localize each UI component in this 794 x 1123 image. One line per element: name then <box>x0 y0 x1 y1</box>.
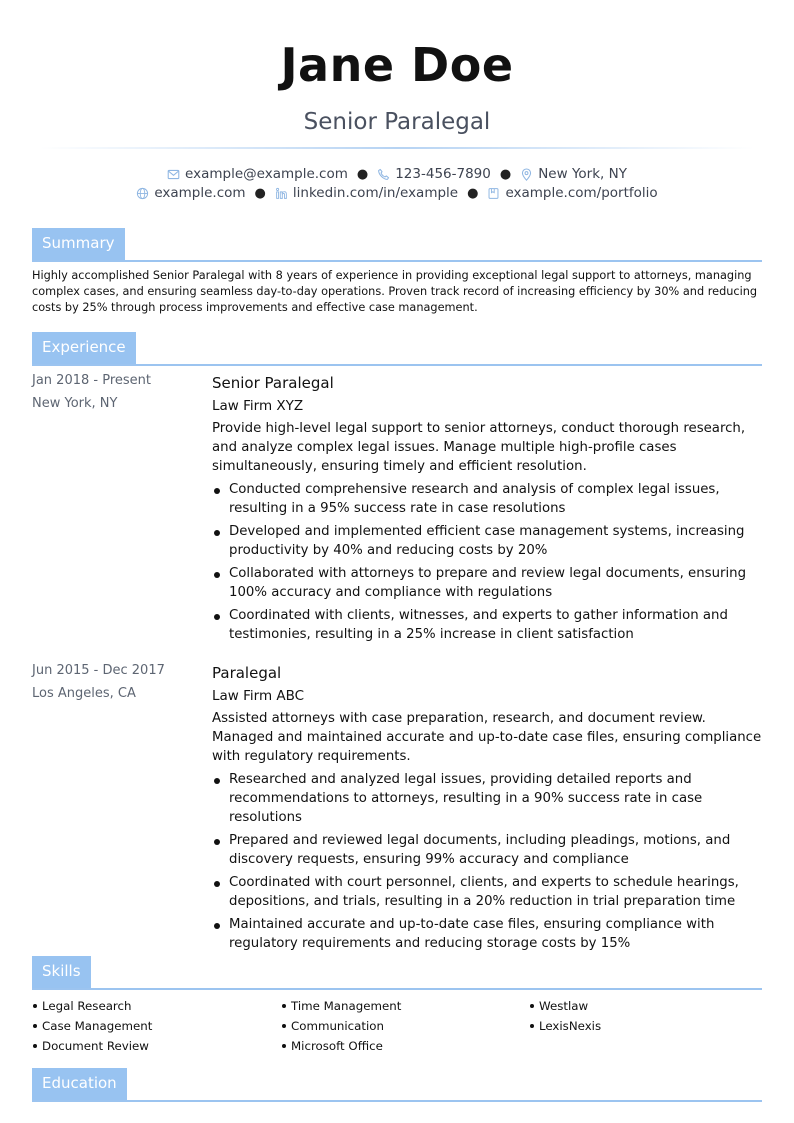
job-title-headline: Senior Paralegal <box>303 109 491 135</box>
education-section-header <box>32 1068 762 1102</box>
skill-item: Case Management <box>32 1016 152 1036</box>
skill-item: Legal Research <box>32 996 152 1016</box>
location-text: New York, NY <box>538 166 627 182</box>
separator-dot: ● <box>356 166 369 182</box>
job-company: Law Firm ABC <box>212 688 305 704</box>
website-text: example.com <box>154 185 246 201</box>
job-achievements <box>212 770 764 953</box>
skills-heading: Skills <box>32 956 91 988</box>
job-achievements <box>212 480 764 644</box>
email-text: example@example.com <box>185 166 348 182</box>
summary-paragraph: Highly accomplished Senior Paralegal with 8 years of experience in providing exceptional legal support to attorneys, managing complex cases, and ensuring seamless day-to-day operations. Proven track record of increasing efficiency by 30% and reducing costs by 25% through process improvements and effective case management. <box>32 269 758 314</box>
separator-dot: ● <box>467 185 479 201</box>
linkedin-text: linkedin.com/in/example <box>292 185 459 201</box>
job-title: Senior Paralegal <box>212 374 334 392</box>
summary-section-header <box>32 228 762 262</box>
achievement-item: Coordinated with clients, witnesses, and experts to gather information and testimonies, resulting in a 25% increase in client satisfaction <box>212 606 764 644</box>
summary-heading: Summary <box>32 228 125 260</box>
contact-linkedin[interactable] <box>275 185 458 201</box>
skill-item: LexisNexis <box>529 1016 601 1036</box>
achievement-item: Maintained accurate and up-to-date case files, ensuring compliance with regulatory requirements and reducing storage costs by 15% <box>212 915 764 953</box>
job-description: Assisted attorneys with case preparation, research, and document review. Managed and maintained accurate and up-to-date case files, ensuring compliance with regulatory requirements. <box>212 711 762 764</box>
map-pin-icon <box>520 168 533 181</box>
job-dates: Jun 2015 - Dec 2017 <box>32 663 165 678</box>
achievement-item: Developed and implemented efficient case management systems, increasing productivity by 40% and reducing costs by 20% <box>212 522 764 560</box>
job-details <box>212 373 764 648</box>
job-title: Paralegal <box>212 664 282 682</box>
portfolio-icon <box>487 187 500 200</box>
contact-location <box>520 166 627 182</box>
skill-item: Time Management <box>281 996 401 1016</box>
job-company: Law Firm XYZ <box>212 398 304 414</box>
experience-section-header <box>32 332 762 366</box>
phone-text: 123-456-7890 <box>395 166 491 182</box>
education-heading: Education <box>32 1068 127 1100</box>
separator-dot: ● <box>254 185 266 201</box>
job-location: Los Angeles, CA <box>32 686 136 701</box>
achievement-item: Prepared and reviewed legal documents, including pleadings, motions, and discovery requests, ensuring 99% accuracy and compliance <box>212 831 764 869</box>
achievement-item: Conducted comprehensive research and analysis of complex legal issues, resulting in a 95% success rate in case resolutions <box>212 480 764 518</box>
contact-row-2 <box>0 185 794 201</box>
candidate-name: Jane Doe <box>280 38 514 92</box>
skill-item: Communication <box>281 1016 401 1036</box>
achievement-item: Collaborated with attorneys to prepare and review legal documents, ensuring 100% accuracy and compliance with regulations <box>212 564 764 602</box>
experience-heading: Experience <box>32 332 136 364</box>
globe-icon <box>136 187 149 200</box>
contact-website[interactable] <box>136 185 245 201</box>
skill-item: Microsoft Office <box>281 1036 401 1056</box>
contact-portfolio[interactable] <box>487 185 657 201</box>
job-dates: Jan 2018 - Present <box>32 373 151 388</box>
portfolio-text: example.com/portfolio <box>505 185 658 201</box>
title-divider <box>40 147 754 149</box>
contact-email[interactable] <box>167 166 348 182</box>
skills-section-header <box>32 956 762 990</box>
achievement-item: Researched and analyzed legal issues, providing detailed reports and recommendations to attorneys, resulting in a 90% success rate in case resolutions <box>212 770 764 827</box>
contact-phone[interactable] <box>377 166 491 182</box>
phone-icon <box>377 168 390 181</box>
contact-row-1 <box>0 166 794 182</box>
separator-dot: ● <box>499 166 512 182</box>
job-description: Provide high-level legal support to senior attorneys, conduct thorough research, and analyze complex legal issues. Manage multiple high-profile cases simultaneously, ensuring timely and efficient resolution. <box>212 421 746 474</box>
linkedin-icon <box>275 187 288 200</box>
job-details <box>212 663 764 957</box>
skills-column <box>529 996 601 1036</box>
skill-item: Westlaw <box>529 996 601 1016</box>
skills-column <box>281 996 401 1056</box>
achievement-item: Coordinated with court personnel, clients, and experts to schedule hearings, depositions, and trials, resulting in a 20% reduction in trial preparation time <box>212 873 764 911</box>
skill-item: Document Review <box>32 1036 152 1056</box>
job-location: New York, NY <box>32 396 118 411</box>
envelope-icon <box>167 168 180 181</box>
skills-column <box>32 996 152 1056</box>
